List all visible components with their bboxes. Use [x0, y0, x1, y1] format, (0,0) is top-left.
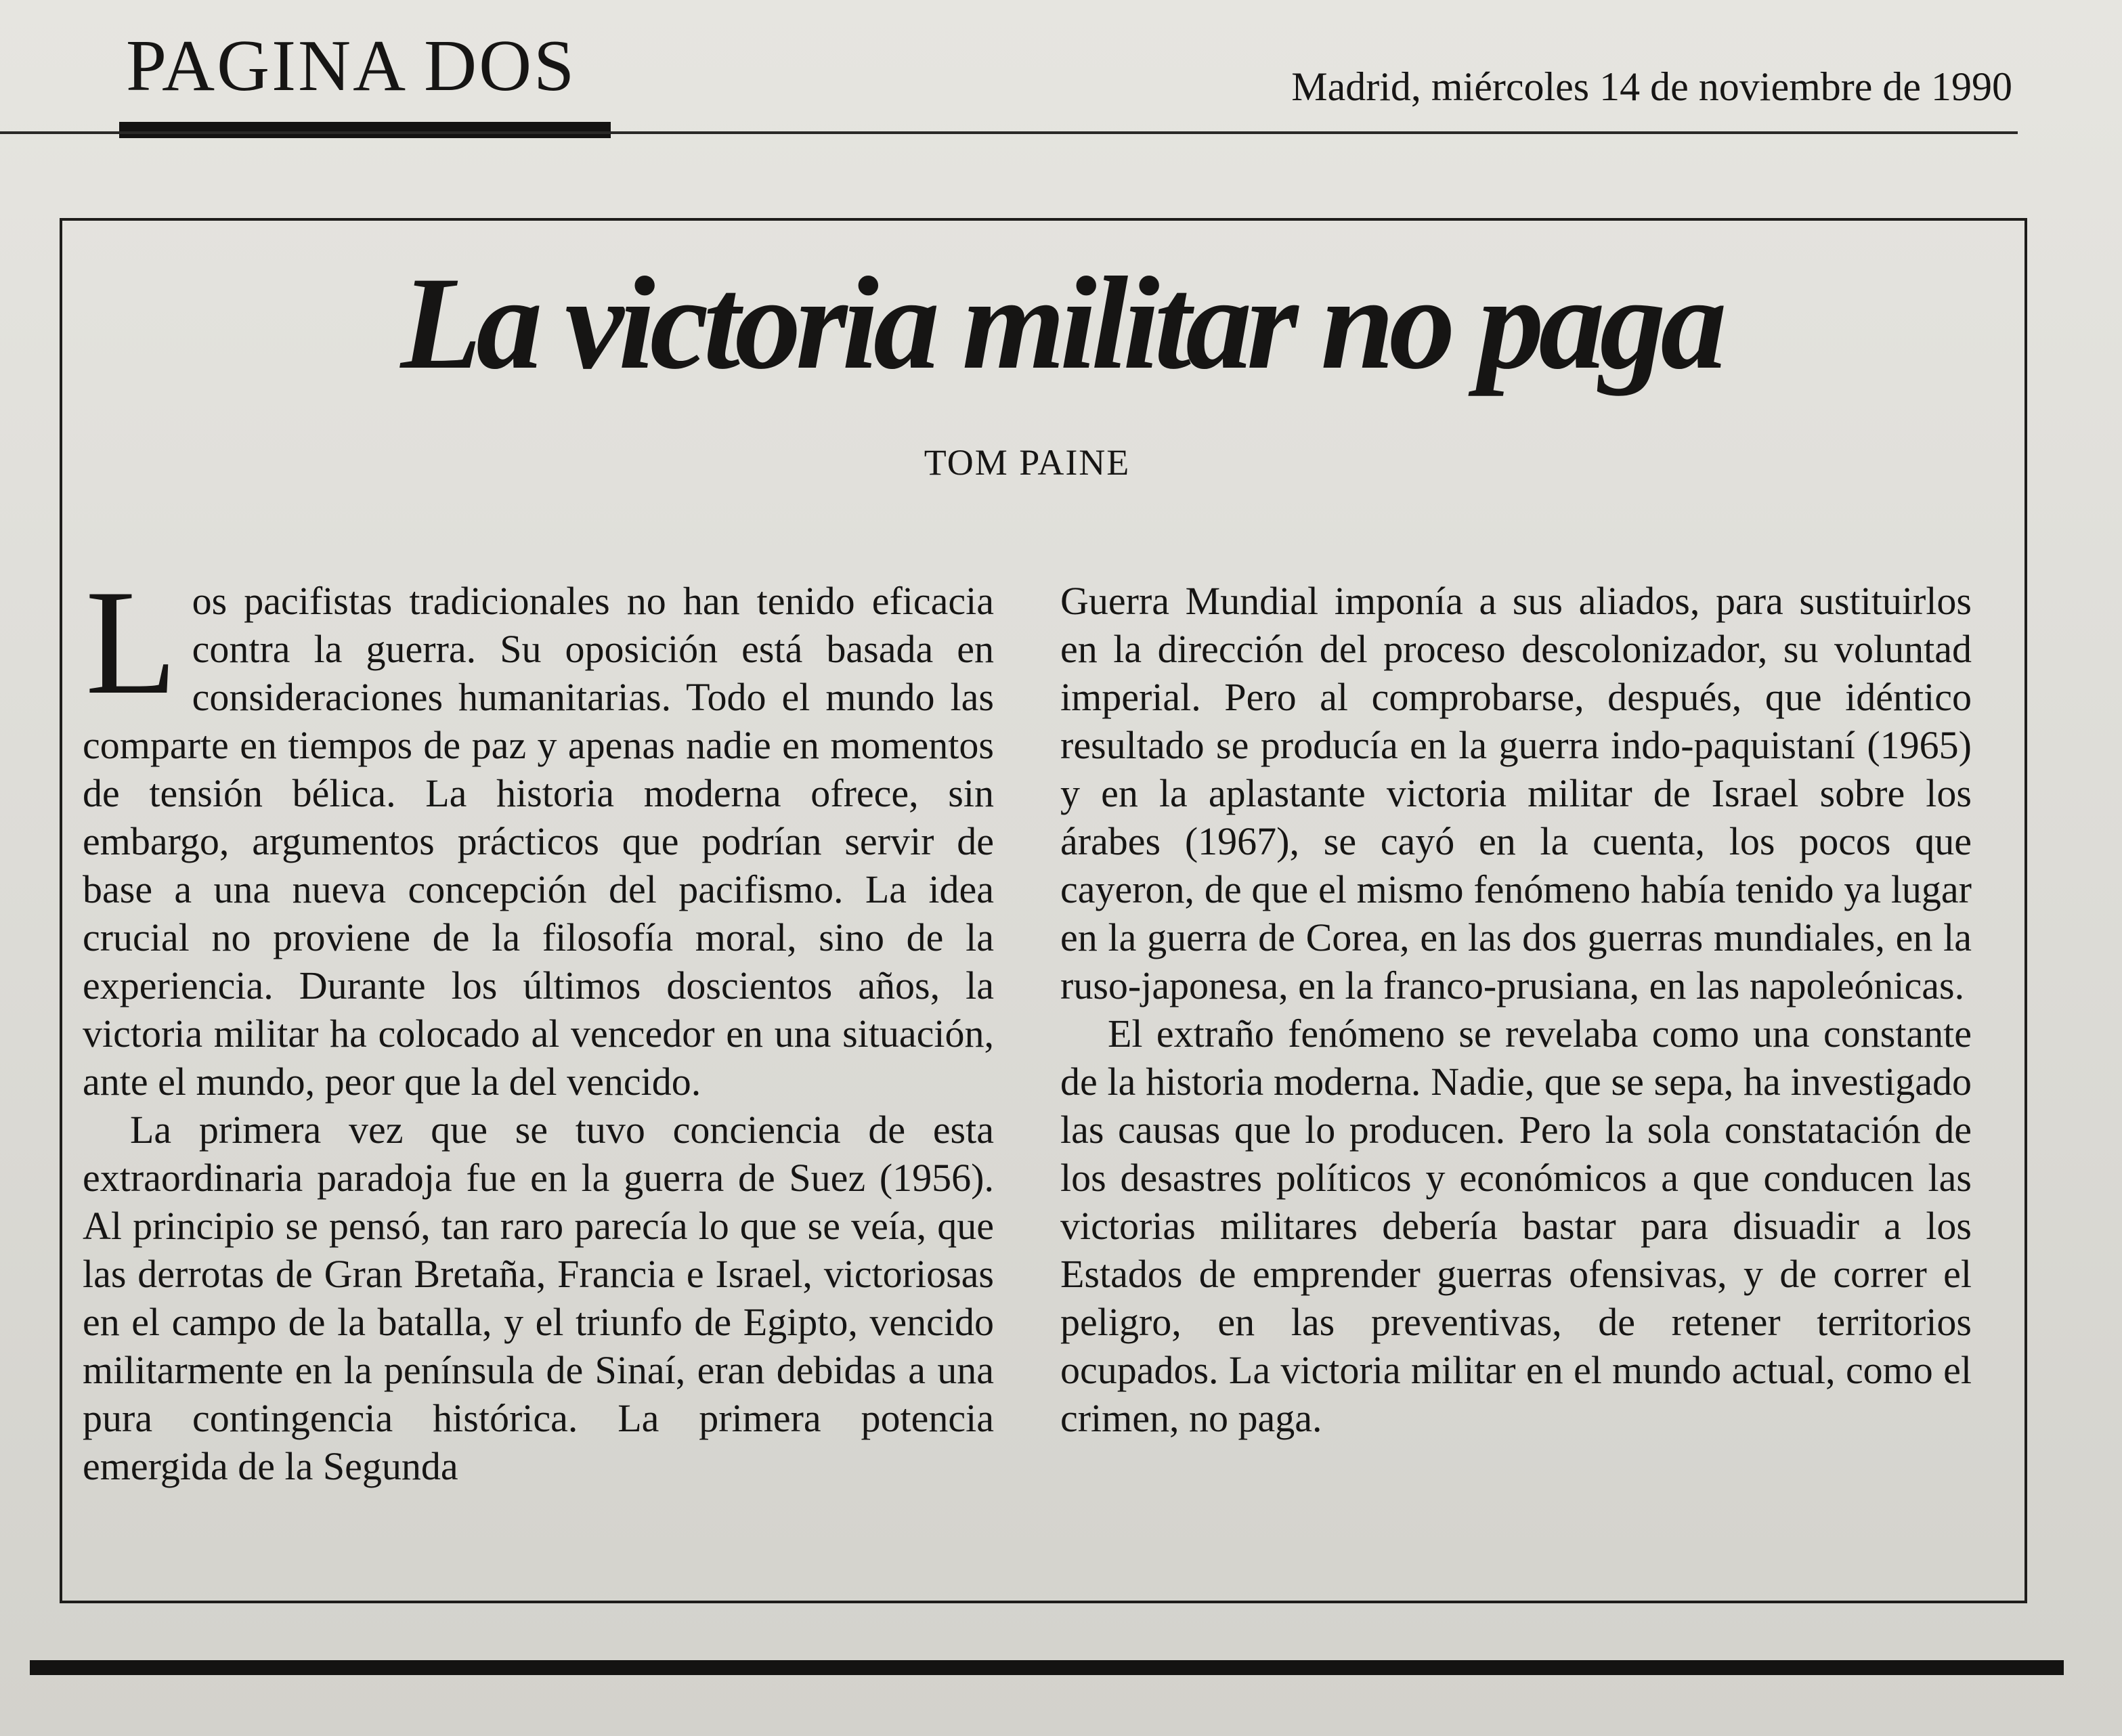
header-rule — [0, 131, 2018, 134]
article-paragraph — [83, 559, 994, 1106]
article-byline: TOM PAINE — [924, 442, 1131, 483]
article-paragraph: La primera vez que se tuvo conciencia de esta extraordinaria paradoja fue en la guerra de Suez (1956). Al principio se pensó, tan raro parecía lo que se veía, que las derrotas de Gran Bretaña, Francia e Israel, victoriosas en el campo de la batalla, y el triunfo de Egipto, vencido militarmente en la península de Sinaí, eran debidas a una pura contingencia histórica. La primera potencia emergida de la Segunda — [83, 1108, 994, 1488]
article-headline: La victoria militar no paga — [400, 250, 1722, 397]
section-title: PAGINA DOS — [126, 26, 577, 106]
dateline: Madrid, miércoles 14 de noviembre de 1990 — [1291, 64, 2012, 109]
drop-cap: L — [85, 559, 177, 726]
article-column-right — [1060, 577, 1972, 1442]
bottom-rule — [30, 1660, 2064, 1675]
article-paragraph: El extraño fenómeno se revelaba como una constante de la historia moderna. Nadie, que se sepa, ha investigado las causas que lo producen. Pero la sola constatación de los desastres políticos y económicos a que conducen las victorias militares debería bastar para disuadir a los Estados de emprender guerras ofensivas, y de correr el peligro, en las preventivas, de retener territorios ocupados. La victoria militar en el mundo actual, como el crimen, no paga. — [1060, 1012, 1972, 1440]
article-paragraph-continued: Guerra Mundial imponía a sus aliados, para sustituirlos en la dirección del proceso descolonizador, su voluntad imperial. Pero al comprobarse, después, que idéntico resultado se producía en la guerra indo-paquistaní (1965) y en la aplastante victoria militar de Israel sobre los árabes (1967), se cayó en la cuenta, los pocos que cayeron, de que el mismo fenómeno había tenido ya lugar en la guerra de Corea, en las dos guerras mundiales, en la ruso-japonesa, en la franco-prusiana, en las napoleónicas. — [1060, 579, 1972, 1007]
paragraph-text: os pacifistas tradicionales no han tenido eficacia contra la guerra. Su oposición está basada en consideraciones humanitarias. Todo el mundo las comparte en tiempos de paz y apenas nadie en momentos de tensión bélica. La historia moderna ofrece, sin embargo, argumentos prácticos que podrían servir de base a una nueva concepción del pacifismo. La idea crucial no proviene de la filosofía moral, sino de la experiencia. Durante los últimos doscientos años, la victoria militar ha colocado al vencedor en una situación, ante el mundo, peor que la del vencido. — [83, 579, 994, 1104]
section-title-underline — [119, 122, 611, 138]
article-column-left — [83, 559, 994, 1490]
